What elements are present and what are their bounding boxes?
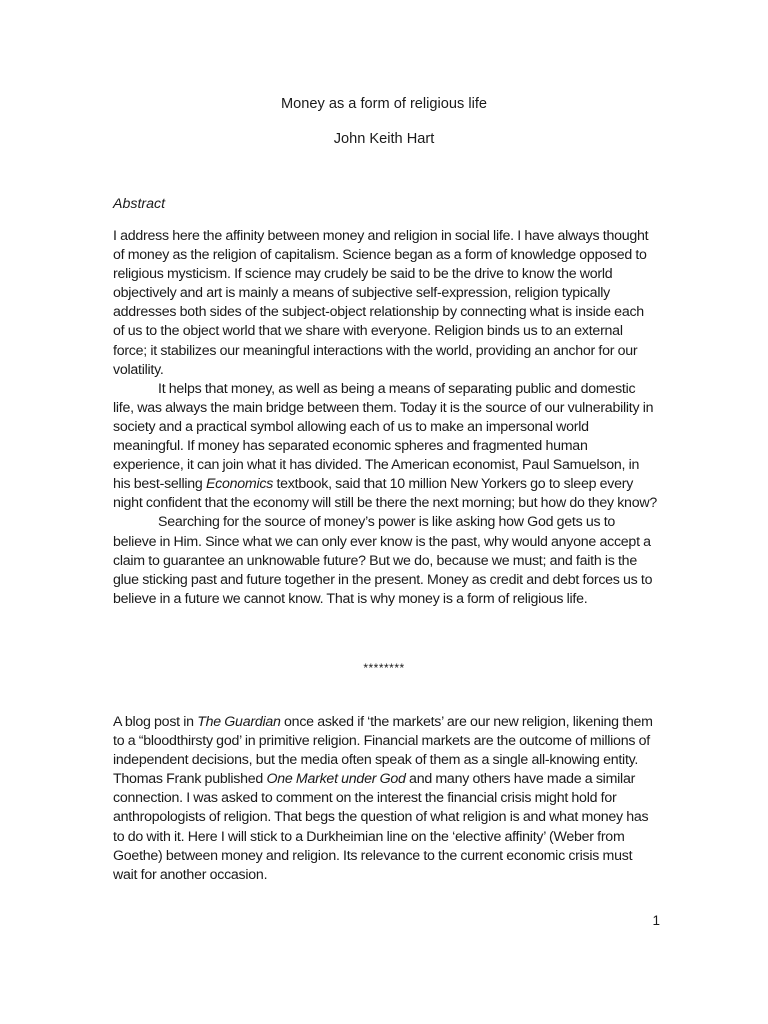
body-paragraph [113,713,658,885]
paragraph-text: once asked if ‘the markets’ are our new religion, likening them to a “bloodthirsty god’ in primitive religion. Financial markets are the outcome of millions of independent decisions, but the media often speak of them as a single all-knowing entity. Thomas Frank published [113,714,653,788]
abstract-paragraph [113,380,658,514]
body-text [113,713,658,885]
abstract-body [113,227,658,609]
book-title-one-market: One Market under God [266,771,406,788]
paragraph-text: It helps that money, as well as being a means of separating public and domestic life, was always the main bridge between them. Today it is the source of our vulnerability in society and a practical symbol allowing each of us to make an impersonal world meaningful. If money has separated economic spheres and fragmented human experience, it can join what it has divided. The American economist, Paul Samuelson, in his best-selling [113,380,654,493]
paragraph-text: and many others have made a similar connection. I was asked to comment on the interest the financial crisis might hold for anthropologists of religion. That begs the question of what religion is and what money has to do with it. Here I will stick to a Durkheimian line on the ‘elective affinity’ (Weber from Goethe) between money and religion. Its relevance to the current economic crisis must wait for another occasion. [113,771,649,883]
book-title-economics: Economics [205,476,274,493]
section-separator: ******** [363,661,405,675]
abstract-paragraph: Searching for the source of money’s power is like asking how God gets us to believe in Him. Since what we can only ever know is the past, why would anyone accept a claim to guarantee an unknowable future? But we do, because we must; and faith is the glue sticking past and future together in the present. Money as credit and debt forces us to believe in a future we cannot know. That is why money is a form of religious life. [113,514,653,607]
publication-title-guardian: The Guardian [197,714,281,730]
abstract-heading: Abstract [113,196,166,212]
paragraph-text: A blog post in [113,714,198,730]
abstract-paragraph: I address here the affinity between money and religion in social life. I have always thought of money as the religion of capitalism. Science began as a form of knowledge opposed to religious mysticism. If science may crudely be said to be the drive to know the world objectively and art is mainly a means of subjective self-expression, religion typically addresses both sides of the subject-object relationship by connecting what is inside each of us to the object world that we share with everyone. Religion binds us to an external force; it stabilizes our meaningful interactions with the world, providing an anchor for our volatility. [113,228,649,378]
page-number: 1 [652,913,660,928]
paper-title: Money as a form of religious life [280,96,488,112]
author-name: John Keith Hart [333,131,435,147]
paragraph-text: textbook, said that 10 million New Yorkers go to sleep every night confident that the economy will still be there the next morning; but how do they know? [113,476,657,512]
